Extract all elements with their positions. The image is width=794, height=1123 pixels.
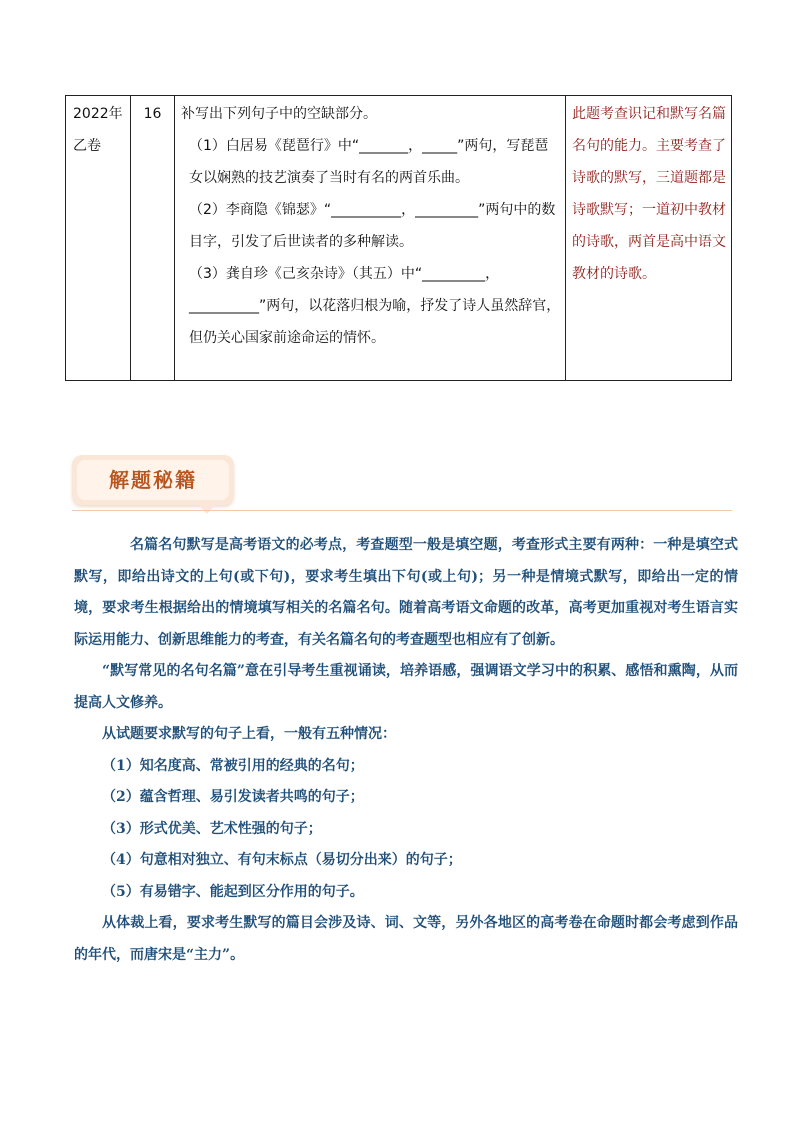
- list-item: （2）蕴含哲理、易引发读者共鸣的句子；: [102, 789, 364, 805]
- exam-table: [65, 95, 732, 381]
- question-item-2: （2）李商隐《锦瑟》“__________，_________”两句中的数目字，引发了后世读者的多种解读。: [189, 202, 556, 250]
- paragraph-3: 从试题要求默写的句子上看，一般有五种情况：: [102, 726, 396, 742]
- section-badge: [72, 455, 234, 505]
- question-item-1: （1）白居易《琵琶行》中“_______，_____”两句，写琵琶女以娴熟的技艺演奏了当时有名的两首乐曲。: [189, 138, 549, 186]
- paragraph-4: 从体裁上看，要求考生默写的篇目会涉及诗、词、文等，另外各地区的高考卷在命题时都会考虑到作品的年代，而唐宋是“主力”。: [74, 915, 738, 963]
- year-cell: [66, 96, 131, 381]
- paragraph-2: “默写常见的名句名篇”意在引导考生重视诵读，培养语感，强调语文学习中的积累、感悟和熏陶，从而提高人文修养。: [74, 663, 738, 711]
- list-item: （3）形式优美、艺术性强的句子；: [102, 820, 322, 837]
- list-item: （4）句意相对独立、有句末标点（易切分出来）的句子；: [102, 852, 462, 868]
- question-intro: 补写出下列句子中的空缺部分。: [181, 106, 377, 122]
- table-row: [66, 96, 732, 381]
- question-number-cell: [131, 96, 175, 381]
- question-number: 16: [143, 106, 162, 122]
- section-divider: [72, 510, 732, 511]
- section-title: 解题秘籍: [109, 468, 197, 492]
- question-body-cell: [175, 96, 566, 381]
- analysis-cell: [566, 96, 732, 381]
- badge-pointer: [198, 504, 216, 514]
- list-item: （5）有易错字、能起到区分作用的句子。: [102, 883, 364, 900]
- year-text: 2022年乙卷: [73, 106, 123, 154]
- paragraph-1: 名篇名句默写是高考语文的必考点，考查题型一般是填空题，考查形式主要有两种：一种是填空式默写，即给出诗文的上句(或下句)，要求考生填出下句(或上句)；另一种是情境式默写，即给出一定的情境，要求考生根据给出的情境填写相关的名篇名句。随着高考语文命题的改革，高考更加重视对考生语言实际运用能力、创新思维能力的考查，有关名篇名句的考查题型也相应有了创新。: [74, 537, 738, 648]
- question-item-3: （3）龚自珍《己亥杂诗》（其五）中“_________，__________”两句，以花落归根为喻，抒发了诗人虽然辞官，但仍关心国家前途命运的情怀。: [189, 266, 561, 346]
- analysis-text: 此题考查识记和默写名篇名句的能力。主要考查了诗歌的默写，三道题都是诗歌默写；一道初中教材的诗歌，两首是高中语文教材的诗歌。: [572, 106, 726, 282]
- article-body: [74, 530, 738, 971]
- list-item: （1）知名度高、常被引用的经典的名句；: [102, 757, 364, 774]
